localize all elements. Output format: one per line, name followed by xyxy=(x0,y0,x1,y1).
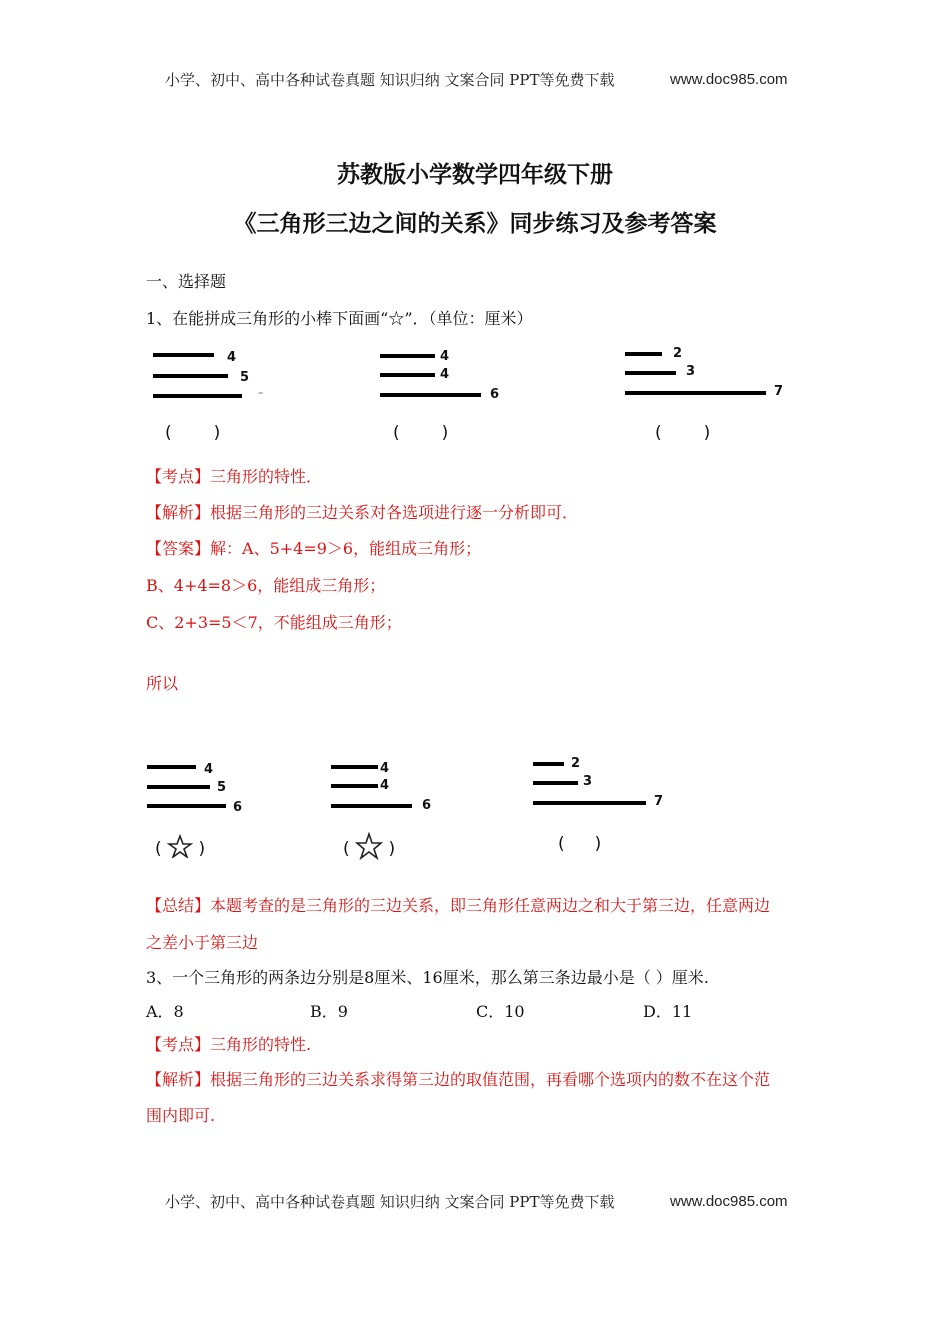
answer-figure-a xyxy=(144,760,254,820)
paren-c xyxy=(655,423,710,443)
q1-kaodian-tag: 【考点】 xyxy=(146,467,211,486)
answer-figure-b xyxy=(328,760,448,820)
paren-a-close: ) xyxy=(213,423,221,443)
paren-c-open: ( xyxy=(655,423,662,443)
answer-stick-a-label-1: 4 xyxy=(204,762,214,777)
q3-option-a: A．8 xyxy=(146,1002,184,1021)
answer-paren-c-open: ( xyxy=(558,834,565,854)
q3-kaodian-text: 三角形的特性. xyxy=(210,1035,312,1054)
q1-zongjie-tag: 【总结】 xyxy=(146,896,211,915)
page-title-line2: 《三角形三边之间的关系》同步练习及参考答案 xyxy=(233,211,717,237)
header-site[interactable]: www.doc985.com xyxy=(670,71,788,88)
q3-option-c: C．10 xyxy=(476,1002,525,1021)
answer-paren-a-close: ) xyxy=(198,839,206,859)
q1-jiexi-tag: 【解析】 xyxy=(146,503,211,522)
answer-paren-b xyxy=(343,832,395,860)
q3-jiexi-line1: 根据三角形的三边关系求得第三边的取值范围，再看哪个选项内的数不在这个范 xyxy=(210,1070,771,1089)
answer-paren-b-open: ( xyxy=(343,839,350,859)
answer-stick-c-label-2: 3 xyxy=(583,774,593,789)
q1-zongjie-line2: 之差小于第三边 xyxy=(146,933,259,952)
q1-question: 1、在能拼成三角形的小棒下面画“☆”．（单位：厘米） xyxy=(146,309,533,328)
answer-paren-b-close: ) xyxy=(388,839,396,859)
q1-suoyi: 所以 xyxy=(146,674,179,693)
stick-b-label-1: 4 xyxy=(440,349,450,364)
paren-a-open: ( xyxy=(165,423,172,443)
paren-b-open: ( xyxy=(393,423,400,443)
q3-jiexi-line2: 围内即可. xyxy=(146,1106,216,1125)
stick-c-label-1: 2 xyxy=(673,346,683,361)
q1-zongjie-line1: 本题考查的是三角形的三边关系，即三角形任意两边之和大于第三边，任意两边 xyxy=(210,896,771,915)
answer-stick-b-label-2: 4 xyxy=(380,778,390,793)
footer-text: 小学、初中、高中各种试卷真题 知识归纳 文案合同 PPT等免费下载 xyxy=(165,1193,615,1211)
answer-paren-a xyxy=(155,834,205,859)
stick-figure-c xyxy=(622,346,792,406)
page-title-line1: 苏教版小学数学四年级下册 xyxy=(337,162,613,188)
page-header xyxy=(165,69,615,90)
paren-b xyxy=(393,423,448,443)
stick-b-label-2: 4 xyxy=(440,367,450,382)
q1-daan-line3: C、2+3=5＜7，不能组成三角形； xyxy=(146,613,402,632)
answer-figure-c xyxy=(530,756,680,816)
answer-stick-b-label-1: 4 xyxy=(380,761,390,776)
stick-b-label-3: 6 xyxy=(490,387,500,402)
q1-kaodian xyxy=(146,464,322,487)
stick-a-label-3: - xyxy=(258,386,264,401)
stick-c-label-2: 3 xyxy=(686,364,696,379)
answer-stick-b-label-3: 6 xyxy=(422,798,432,813)
q3-option-d: D．11 xyxy=(643,1002,693,1021)
paren-c-close: ) xyxy=(703,423,711,443)
answer-stick-a-label-2: 5 xyxy=(217,780,227,795)
star-icon xyxy=(167,834,193,858)
paren-a xyxy=(165,423,220,443)
q3-kaodian xyxy=(146,1032,311,1055)
q3-jiexi-tag: 【解析】 xyxy=(146,1070,211,1089)
q1-daan-line2: B、4+4=8＞6，能组成三角形； xyxy=(146,576,386,595)
header-text: 小学、初中、高中各种试卷真题 知识归纳 文案合同 PPT等免费下载 xyxy=(165,71,615,89)
stick-a-label-2: 5 xyxy=(240,370,250,385)
footer-site[interactable]: www.doc985.com xyxy=(670,1193,788,1210)
stick-c-label-3: 7 xyxy=(774,384,784,399)
q3-option-b: B．9 xyxy=(310,1002,348,1021)
stick-a-label-1: 4 xyxy=(227,350,237,365)
q3-question: 3、一个三角形的两条边分别是8厘米、16厘米，那么第三条边最小是（ ）厘米. xyxy=(146,968,709,987)
answer-stick-c-label-1: 2 xyxy=(571,756,581,771)
answer-paren-a-open: ( xyxy=(155,839,162,859)
q1-jiexi xyxy=(146,500,578,523)
paren-b-close: ) xyxy=(441,423,449,443)
answer-stick-a-label-3: 6 xyxy=(233,800,243,815)
q1-kaodian-text: 三角形的特性． xyxy=(210,467,323,486)
q1-daan-line1: 解：A、5+4=9＞6，能组成三角形； xyxy=(210,539,482,558)
stick-figure-b xyxy=(377,348,507,408)
star-icon xyxy=(355,832,383,860)
page-footer xyxy=(165,1191,615,1212)
q1-jiexi-text: 根据三角形的三边关系对各选项进行逐一分析即可． xyxy=(210,503,579,522)
q3-jiexi xyxy=(146,1067,770,1090)
q3-kaodian-tag: 【考点】 xyxy=(146,1035,211,1054)
stick-figure-a xyxy=(150,348,270,408)
section-heading: 一、选择题 xyxy=(146,272,227,291)
answer-paren-c xyxy=(558,834,601,854)
q1-zongjie xyxy=(146,893,770,916)
q1-daan-tag: 【答案】 xyxy=(146,539,211,558)
q1-daan xyxy=(146,536,481,559)
answer-paren-c-close: ) xyxy=(594,834,602,854)
answer-stick-c-label-3: 7 xyxy=(654,794,664,809)
